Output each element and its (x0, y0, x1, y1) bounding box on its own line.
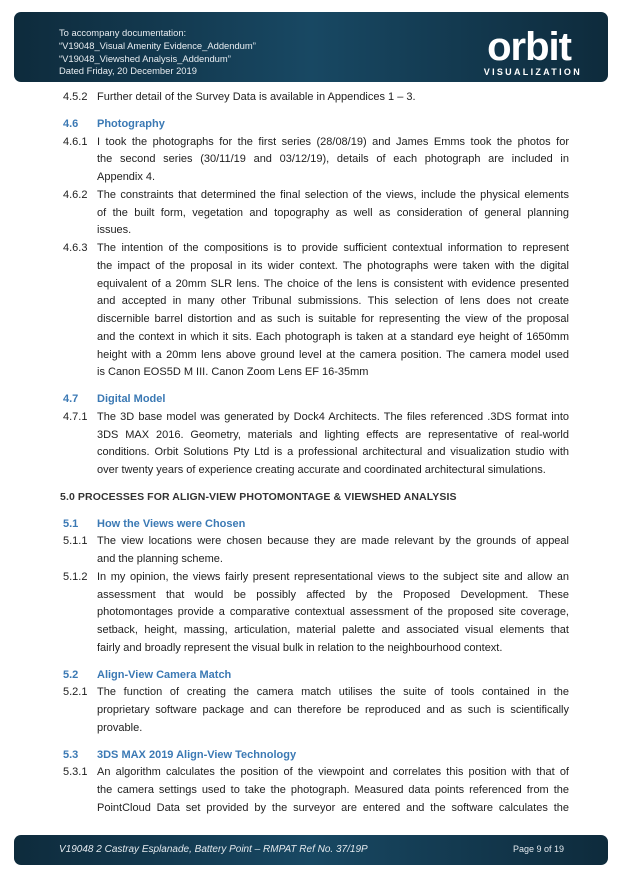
paragraph-number: 5.3.1 (63, 766, 88, 779)
section-heading: Digital Model (97, 393, 166, 405)
header-line: Dated Friday, 20 December 2019 (59, 65, 197, 77)
paragraph-line: over twenty years of experience creating accurate and coordinated architectural simulations. (97, 464, 546, 476)
paragraph-line: photomontages provide a comparative contextual assessment of the proposed site coverage, (97, 606, 569, 619)
paragraph-number: 5.1.1 (63, 535, 88, 548)
footer-reference: V19048 2 Castray Esplanade, Battery Point – RMPAT Ref No. 37/19P (59, 844, 368, 855)
paragraph-line: the impact of the proposal in its wider context. The photographs were taken with the digital (97, 259, 569, 272)
paragraph-line: and the planning scheme. (97, 553, 223, 565)
orbit-logo (472, 26, 586, 72)
paragraph-line: An algorithm calculates the position of the viewpoint and correlates this position with that of (97, 766, 569, 779)
header-line: To accompany documentation: (59, 27, 187, 38)
section-heading: Align-View Camera Match (97, 668, 232, 681)
logo-subtitle: VISUALIZATION (483, 67, 582, 77)
paragraph-line: provable. (97, 721, 143, 734)
paragraph-line: PointCloud Data set provided by the surveyor are entered and the software calculates the (97, 801, 569, 814)
paragraph-line: issues. (97, 224, 132, 237)
paragraph-line: and the context in which it sits. Each photograph is taken at a standard eye height of 1650mm (97, 330, 569, 343)
header-line: “V19048_Viewshed Analysis_Addendum” (59, 52, 231, 64)
paragraph-line: fairly and broadly represent the visual bulk in relation to the neighbourhood context. (97, 641, 503, 654)
paragraph-number: 5.1.2 (63, 570, 88, 583)
paragraph-line: of the built form, vegetation and topography as well as consideration of general planning (97, 206, 569, 219)
paragraph-line: I took the photographs for the first series (28/08/19) and James Emms took the photos for (97, 135, 569, 148)
heading-number: 4.6 (63, 117, 79, 130)
paragraph-line: proprietary software package and can therefore be reproduced and as such is scientifically (97, 704, 569, 716)
paragraph-line: Appendix 4. (97, 171, 156, 183)
page-footer (14, 835, 608, 865)
paragraph-number: 4.6.2 (63, 188, 88, 201)
paragraph-line: the camera settings used to take the photograph. Measured data points referenced from the (97, 784, 569, 796)
paragraph-number: 4.6.3 (63, 242, 88, 254)
section-heading: 3DS MAX 2019 Align-View Technology (97, 748, 297, 761)
paragraph-line: The constraints that determined the final selection of the views, include the physical elements (97, 188, 569, 201)
paragraph-line: assessment that would be possibly affected by the Proposed Development. These (97, 588, 569, 601)
paragraph-line: setback, height, massing, articulation, material palette and associated visual elements that (97, 624, 569, 636)
major-section-heading: 5.0 PROCESSES FOR ALIGN-VIEW PHOTOMONTAGE & VIEWSHED ANALYSIS (60, 490, 457, 503)
paragraph-line: In my opinion, the views fairly present representational views to the subject site and allow an (97, 570, 569, 583)
paragraph-line: the second series (30/11/19 and 03/12/19), details of each photograph are included in (97, 153, 569, 166)
paragraph-number: 4.7.1 (63, 410, 88, 423)
paragraph-line: equivalent of a 20mm SLR lens. The choice of the lens is consistent with evidence presented (97, 277, 569, 290)
heading-number: 5.2 (63, 668, 79, 681)
paragraph-number: 4.6.1 (63, 135, 88, 148)
paragraph-line: discernible barrel distortion and as such is suitable for representing the view of the proposal (97, 313, 569, 325)
paragraph-line: The view locations were chosen because they are made relevant by the grounds of appeal (97, 535, 569, 548)
heading-number: 5.1 (63, 517, 79, 530)
section-heading: Photography (97, 117, 165, 130)
paragraph-line: Further detail of the Survey Data is available in Appendices 1 – 3. (97, 91, 416, 103)
section-heading: How the Views were Chosen (97, 517, 246, 530)
paragraph-number: 5.2.1 (63, 686, 88, 699)
header-line: “V19048_Visual Amenity Evidence_Addendum” (59, 39, 256, 51)
heading-number: 4.7 (63, 393, 79, 405)
header-doc-info (59, 27, 256, 78)
paragraph-line: and accepted in many other Tribunal submissions. This selection of lens does not create (97, 295, 569, 308)
page-header (14, 12, 608, 82)
heading-number: 5.3 (63, 748, 79, 761)
paragraph-line: 3DS MAX 2016. Geometry, materials and lighting effects are representative of real-world (97, 428, 569, 441)
paragraph-line: is Canon EOS5D M III. Canon Zoom Lens EF 16-35mm (97, 366, 369, 379)
page-number: Page 9 of 19 (512, 844, 564, 854)
paragraph-line: height with a 20mm lens above ground level at the camera position. The camera model used (97, 348, 569, 361)
paragraph-line: The intention of the compositions is to provide sufficient contextual information to represent (97, 242, 569, 254)
paragraph-line: conditions. Orbit Solutions Pty Ltd is a professional architectural and visualization studio with (97, 446, 569, 459)
paragraph-line: The function of creating the camera match utilises the suite of tools contained in the (97, 686, 569, 699)
paragraph-number: 4.5.2 (63, 91, 88, 103)
paragraph-line: The 3D base model was generated by Dock4 Architects. The files referenced .3DS format into (97, 410, 569, 423)
svg-text:orbit: orbit (487, 26, 571, 69)
